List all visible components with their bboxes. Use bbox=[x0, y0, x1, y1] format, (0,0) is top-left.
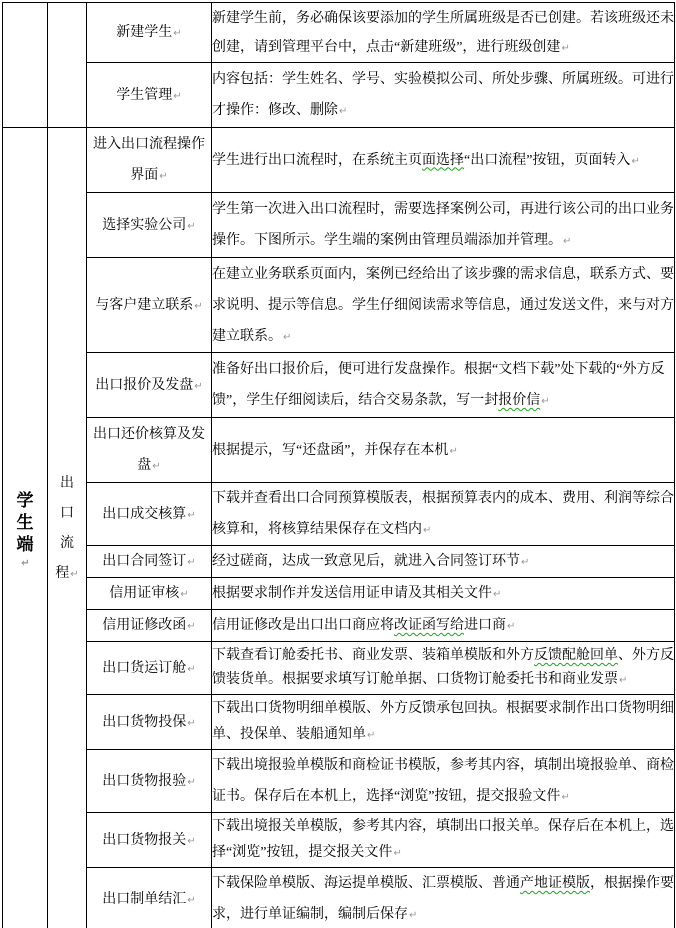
operation-cell bbox=[87, 610, 212, 642]
operation-label: 出口货运订舱 bbox=[102, 660, 187, 676]
paragraph-mark-icon: ↵ bbox=[449, 445, 458, 457]
operation-label: 与客户建立联系 bbox=[95, 297, 194, 313]
operation-label: 出口制单结汇 bbox=[102, 891, 187, 907]
description-text: 新建学生前，务必确保该要添加的学生所属班级是否已创建。若该班级还未创建，请到管理平台中，点击“新建班级”，进行班级创建 bbox=[212, 10, 674, 55]
description-text: 下载并查看出口合同预算模版表，根据预算表内的成本、费用、利润等综合核算和，将核算结果保存在文档内 bbox=[212, 491, 674, 537]
operation-label: 信用证修改函 bbox=[102, 618, 187, 633]
spellcheck-squiggle-text: 面选择 bbox=[422, 152, 464, 168]
row-header-student-side bbox=[3, 128, 48, 928]
description-text: 准备好出口报价后，便可进行发盘操作。根据“文档下载”处下载的“外方反馈”，学生仔细阅读后，结合交易条款，写一封 bbox=[212, 362, 665, 408]
paragraph-mark-icon: ↵ bbox=[187, 621, 196, 632]
description-text: 经过磋商，达成一致意见后，就进入合同签订环节 bbox=[212, 554, 520, 569]
paragraph-mark-icon: ↵ bbox=[541, 396, 550, 407]
table-row bbox=[3, 258, 675, 353]
paragraph-mark-icon: ↵ bbox=[409, 910, 418, 921]
paragraph-mark-icon: ↵ bbox=[187, 835, 196, 847]
paragraph-mark-icon: ↵ bbox=[21, 557, 30, 569]
description-text: 学生第一次进入出口流程时，需要选择案例公司，再进行该公司的出口业务操作。下图所示。学生端的案例由管理员端添加并管理。 bbox=[212, 202, 674, 248]
description-text: “出口流程”按钮，页面转入 bbox=[464, 152, 631, 168]
paragraph-mark-icon: ↵ bbox=[187, 776, 196, 788]
operation-cell bbox=[87, 3, 212, 63]
description-cell bbox=[212, 546, 675, 578]
paragraph-mark-icon: ↵ bbox=[152, 461, 161, 472]
row-header-student-side-label bbox=[3, 490, 47, 569]
operation-label: 新建学生 bbox=[116, 25, 173, 40]
empty-process-cell bbox=[48, 3, 87, 128]
paragraph-mark-icon: ↵ bbox=[367, 730, 376, 741]
description-text: 下载出口货物明细单模版、外方反馈承包回执。根据要求制作出口货物明细单、投保单、装船通知单 bbox=[212, 701, 674, 742]
description-text: 根据要求制作并发送信用证申请及其相关文件 bbox=[212, 586, 492, 601]
operation-cell bbox=[87, 578, 212, 610]
table-row bbox=[3, 128, 675, 193]
paragraph-mark-icon: ↵ bbox=[521, 557, 530, 568]
description-text: 在建立业务联系页面内，案例已经给出了该步骤的需求信息，联系方式、要求说明、提示等信息。学生仔细阅读需求等信息，通过发送文件，来与对方建立联系。 bbox=[212, 266, 674, 344]
paragraph-mark-icon: ↵ bbox=[423, 525, 432, 536]
vertical-char: 生 bbox=[16, 512, 34, 532]
operation-cell bbox=[87, 642, 212, 695]
paragraph-mark-icon: ↵ bbox=[187, 894, 196, 906]
paragraph-mark-icon: ↵ bbox=[187, 220, 196, 232]
description-cell bbox=[212, 353, 675, 418]
paragraph-mark-icon: ↵ bbox=[187, 663, 196, 675]
operation-cell bbox=[87, 353, 212, 418]
description-cell bbox=[212, 483, 675, 546]
operation-label: 出口货物投保 bbox=[102, 714, 187, 730]
paragraph-mark-icon: ↵ bbox=[180, 589, 189, 600]
vertical-char: 程↵ bbox=[55, 566, 79, 581]
table-row bbox=[3, 546, 675, 578]
description-text: 下载保险单模版、海运提单模版、汇票模版、普通 bbox=[212, 876, 520, 891]
table-body bbox=[3, 3, 675, 928]
description-text: 进口商 bbox=[464, 618, 506, 633]
student-export-process-table bbox=[2, 2, 675, 928]
paragraph-mark-icon: ↵ bbox=[339, 106, 348, 117]
operation-label: 出口成交核算 bbox=[102, 506, 187, 522]
description-cell bbox=[212, 578, 675, 610]
description-cell bbox=[212, 418, 675, 483]
operation-cell bbox=[87, 695, 212, 750]
operation-label: 学生管理 bbox=[116, 87, 173, 103]
operation-cell bbox=[87, 750, 212, 813]
description-text: 信用证修改是出口出口商应将 bbox=[212, 618, 394, 633]
paragraph-mark-icon: ↵ bbox=[159, 171, 168, 182]
operation-cell bbox=[87, 193, 212, 258]
description-cell bbox=[212, 128, 675, 193]
paragraph-mark-icon: ↵ bbox=[631, 155, 640, 167]
description-text: ，根据操作要求，进行单证编制，编制后保存 bbox=[212, 876, 674, 922]
operation-label: 出口报价及发盘 bbox=[95, 377, 194, 393]
vertical-char: 出 bbox=[60, 476, 74, 491]
operation-label: 出口货物报验 bbox=[102, 773, 187, 789]
table-row bbox=[3, 353, 675, 418]
description-cell bbox=[212, 258, 675, 353]
vertical-char: 端 bbox=[16, 534, 34, 554]
paragraph-mark-icon: ↵ bbox=[173, 28, 182, 39]
operation-cell bbox=[87, 128, 212, 193]
operation-cell bbox=[87, 483, 212, 546]
description-cell bbox=[212, 868, 675, 928]
spellcheck-squiggle-text: 反馈配舱回单 bbox=[534, 648, 618, 663]
description-cell bbox=[212, 750, 675, 813]
table-row bbox=[3, 418, 675, 483]
paragraph-mark-icon: ↵ bbox=[70, 569, 79, 580]
table-row bbox=[3, 578, 675, 610]
table-row bbox=[3, 868, 675, 928]
description-text: 内容包括：学生姓名、学号、实验模拟公司、所处步骤、所属班级。可进行才操作：修改、删除 bbox=[212, 72, 674, 118]
paragraph-mark-icon: ↵ bbox=[187, 717, 196, 729]
empty-role-cell bbox=[3, 3, 48, 128]
spellcheck-squiggle-text: 改证函写给 bbox=[394, 618, 464, 633]
paragraph-mark-icon: ↵ bbox=[619, 675, 628, 686]
table-row bbox=[3, 695, 675, 750]
spellcheck-squiggle-text: 报价信 bbox=[498, 393, 541, 408]
operation-label: 出口合同签订 bbox=[102, 554, 187, 569]
table-row bbox=[3, 483, 675, 546]
operation-cell bbox=[87, 418, 212, 483]
description-text: 下载出境报关单模版，参考其内容，填制出口报关单。保存后在本机上，选择“浏览”按钮，提交报关文件 bbox=[212, 819, 674, 860]
description-cell bbox=[212, 695, 675, 750]
row-header-export-process-label bbox=[48, 469, 86, 589]
table-row bbox=[3, 3, 675, 63]
description-cell bbox=[212, 63, 675, 128]
vertical-char: 口 bbox=[60, 506, 74, 521]
operation-label: 选择实验公司 bbox=[102, 217, 187, 233]
paragraph-mark-icon: ↵ bbox=[173, 90, 182, 102]
paragraph-mark-icon: ↵ bbox=[187, 509, 196, 521]
paragraph-mark-icon: ↵ bbox=[194, 300, 203, 312]
operation-label: 信用证审核 bbox=[109, 586, 180, 601]
description-text: 下载出境报验单模版和商检证书模版，参考其内容，填制出境报验单、商检证书。保存后在本机上，选择“浏览”按钮，提交报验文件 bbox=[212, 758, 674, 804]
table-row bbox=[3, 813, 675, 868]
table-row bbox=[3, 750, 675, 813]
paragraph-mark-icon: ↵ bbox=[187, 557, 196, 568]
table-row bbox=[3, 193, 675, 258]
spellcheck-squiggle-text: 产地证模版 bbox=[520, 876, 590, 891]
operation-label: 进入出口流程操作界面 bbox=[93, 137, 205, 183]
paragraph-mark-icon: ↵ bbox=[561, 42, 570, 54]
paragraph-mark-icon: ↵ bbox=[561, 792, 570, 803]
description-text: 根据提示，写“还盘函”，并保存在本机 bbox=[212, 442, 449, 458]
description-text: 、外方反馈装货单。根据要求填写订舱单据、口货物订舱委托书和商业发票 bbox=[212, 648, 674, 687]
paragraph-mark-icon: ↵ bbox=[507, 621, 516, 632]
paragraph-mark-icon: ↵ bbox=[563, 236, 572, 247]
description-cell bbox=[212, 610, 675, 642]
operation-cell bbox=[87, 546, 212, 578]
description-cell bbox=[212, 813, 675, 868]
paragraph-mark-icon: ↵ bbox=[194, 380, 203, 392]
operation-cell bbox=[87, 258, 212, 353]
table-row bbox=[3, 63, 675, 128]
description-cell bbox=[212, 193, 675, 258]
operation-label: 出口货物报关 bbox=[102, 832, 187, 848]
operation-cell bbox=[87, 868, 212, 928]
description-cell bbox=[212, 3, 675, 63]
table-row bbox=[3, 642, 675, 695]
operation-cell bbox=[87, 63, 212, 128]
paragraph-mark-icon: ↵ bbox=[493, 589, 502, 600]
row-header-export-process bbox=[48, 128, 87, 928]
operation-cell bbox=[87, 813, 212, 868]
description-cell bbox=[212, 642, 675, 695]
description-text: 学生进行出口流程时，在系统主页 bbox=[212, 152, 422, 168]
paragraph-mark-icon: ↵ bbox=[283, 331, 292, 343]
table-row bbox=[3, 610, 675, 642]
paragraph-mark-icon: ↵ bbox=[393, 848, 402, 859]
vertical-char: 学 bbox=[16, 490, 34, 510]
description-text: 下载查看订舱委托书、商业发票、装箱单模版和外方 bbox=[212, 648, 534, 663]
operation-label: 出口还价核算及发盘 bbox=[93, 427, 205, 473]
vertical-char: 流 bbox=[60, 536, 74, 551]
